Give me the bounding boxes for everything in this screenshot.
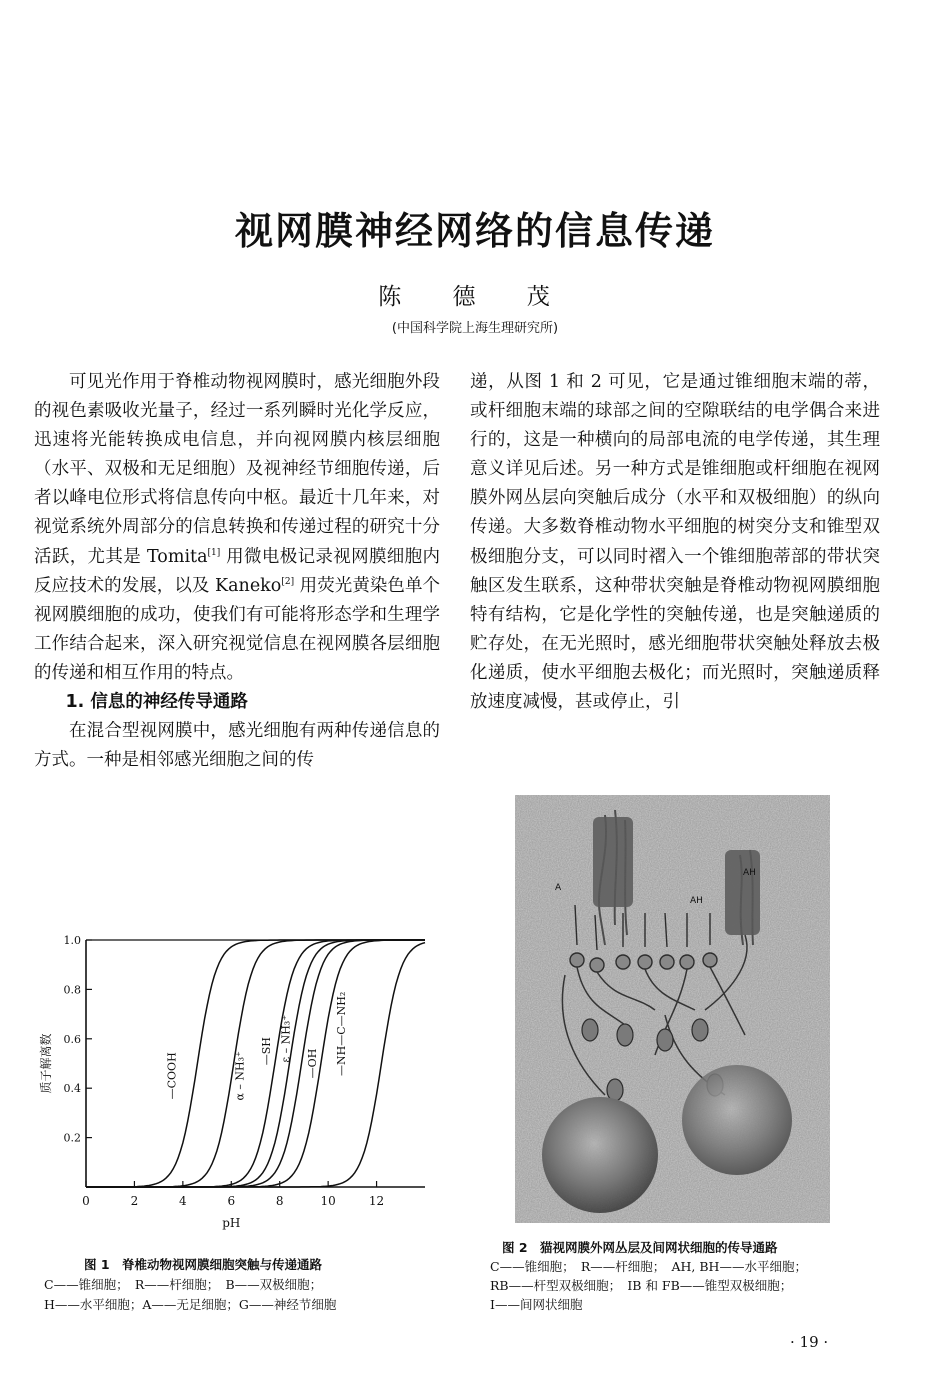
- section1-paragraph: 在混合型视网膜中，感光细胞有两种传递信息的方式。一种是相邻感光细胞之间的传: [34, 721, 440, 771]
- right-column: [470, 368, 880, 717]
- page-number: · 19 ·: [790, 1333, 829, 1351]
- label-a: A: [555, 883, 562, 893]
- author-affiliation: (中国科学院上海生理研究所): [391, 321, 559, 336]
- curve-label: α – NH₃⁺: [233, 1051, 247, 1101]
- figure-2-caption-line: I——间网状细胞: [490, 1297, 583, 1312]
- chart-plot-area: [38, 934, 425, 1230]
- left-column: [34, 368, 440, 775]
- x-axis-label: pH: [222, 1216, 241, 1230]
- label-ah: AH: [743, 868, 756, 878]
- figure-1-caption: [44, 1255, 444, 1315]
- y-tick-label: 0.6: [63, 1032, 81, 1046]
- continuation-paragraph: 递，从图 1 和 2 可见，它是通过锥细胞末端的蒂，或杆细胞末端的球部之间的空隙联结的电学偶合来进行的，这是一种横向的局部电流的电学传递，其生理意义详见后述。另一种方式是锥细胞或杆细胞在视网膜外网丛层向突触后成分（水平和双极细胞）的纵向传递。大多数脊椎动物水平细胞的树突分支和锥型双极细胞分支，可以同时褶入一个锥细胞蒂部的带状突触区发生联系，这种带状突触是脊椎动物视网膜细胞特有结构，它是化学性的突触传递，也是突触递质的贮存处，在无光照时，感光细胞带状突触处释放去极化递质，使水平细胞去极化；而光照时，突触递质释放速度减慢，甚或停止，引: [470, 372, 880, 713]
- curve-label: —OH: [306, 1048, 320, 1079]
- series-line: [86, 943, 425, 1187]
- figure-2-caption-line: C——锥细胞； R——杆细胞； AH, BH——水平细胞；: [490, 1259, 807, 1274]
- curve-label: ε – NH₃⁺: [279, 1014, 293, 1063]
- x-tick-label: 10: [320, 1194, 336, 1208]
- figure-2-caption: [490, 1238, 870, 1314]
- y-tick-label: 0.8: [63, 983, 81, 997]
- figure-2-micrograph: [515, 795, 830, 1223]
- x-tick-label: 6: [227, 1194, 236, 1208]
- series-line: [86, 940, 425, 1187]
- figure-1-chart: [30, 925, 440, 1235]
- curve-label: —SH: [260, 1037, 274, 1066]
- curve-label: —NH—C—NH₂: [335, 991, 349, 1076]
- y-tick-label: 1.0: [63, 934, 81, 947]
- author-name: 陈 德 茂: [378, 284, 572, 310]
- reference-1: [1]: [207, 547, 221, 558]
- label-ah: AH: [690, 896, 703, 906]
- series-line: [86, 940, 425, 1187]
- x-tick-label: 0: [82, 1194, 90, 1208]
- figure-1-caption-line: C——锥细胞； R——杆细胞； B——双极细胞；: [44, 1277, 323, 1292]
- figure-1-caption-line: H——水平细胞；A——无足细胞；G——神经节细胞: [44, 1297, 337, 1312]
- y-axis-label: 质子解离数: [39, 1033, 53, 1094]
- series-line: [86, 940, 425, 1187]
- page-title: 视网膜神经网络的信息传递: [234, 209, 715, 253]
- figure-1-caption-title: 图 1 脊椎动物视网膜细胞突触与传递通路: [84, 1257, 323, 1272]
- series-line: [86, 940, 425, 1187]
- figure-2-caption-line: RB——杆型双极细胞； IB 和 FB——锥型双极细胞；: [490, 1278, 793, 1293]
- section-heading: 1. 信息的神经传导通路: [65, 692, 248, 713]
- curve-label: —COOH: [165, 1052, 179, 1100]
- x-tick-label: 8: [275, 1194, 284, 1208]
- x-tick-label: 4: [179, 1194, 187, 1208]
- series-line: [86, 940, 425, 1187]
- figure-2-caption-title: 图 2 猫视网膜外网丛层及间网状细胞的传导通路: [502, 1240, 778, 1255]
- y-tick-label: 0.4: [63, 1082, 81, 1096]
- y-tick-label: 0.2: [63, 1131, 81, 1145]
- x-tick-label: 12: [368, 1194, 385, 1208]
- reference-2: [2]: [281, 576, 295, 587]
- series-line: [86, 940, 425, 1187]
- intro-paragraph: 可见光作用于脊椎动物视网膜时，感光细胞外段的视色素吸收光量子，经过一系列瞬时光化学反应，迅速将光能转换成电信息，并向视网膜内核层细胞（水平、双极和无足细胞）及视神经节细胞传递，后者以峰电位形式将信息传向中枢。最近十几年来，对视觉系统外周部分的信息转换和传递过程的研究十分活跃，尤其是 Tomita[1] 用微电极记录视网膜细胞内反应技术的发展，以及 Kaneko[2] 用荧光黄染色单个视网膜细胞的成功，使我们有可能将形态学和生理学工作结合起来，深入研究视觉信息在视网膜各层细胞的传递和相互作用的特点。: [34, 372, 441, 683]
- x-tick-label: 2: [130, 1194, 139, 1208]
